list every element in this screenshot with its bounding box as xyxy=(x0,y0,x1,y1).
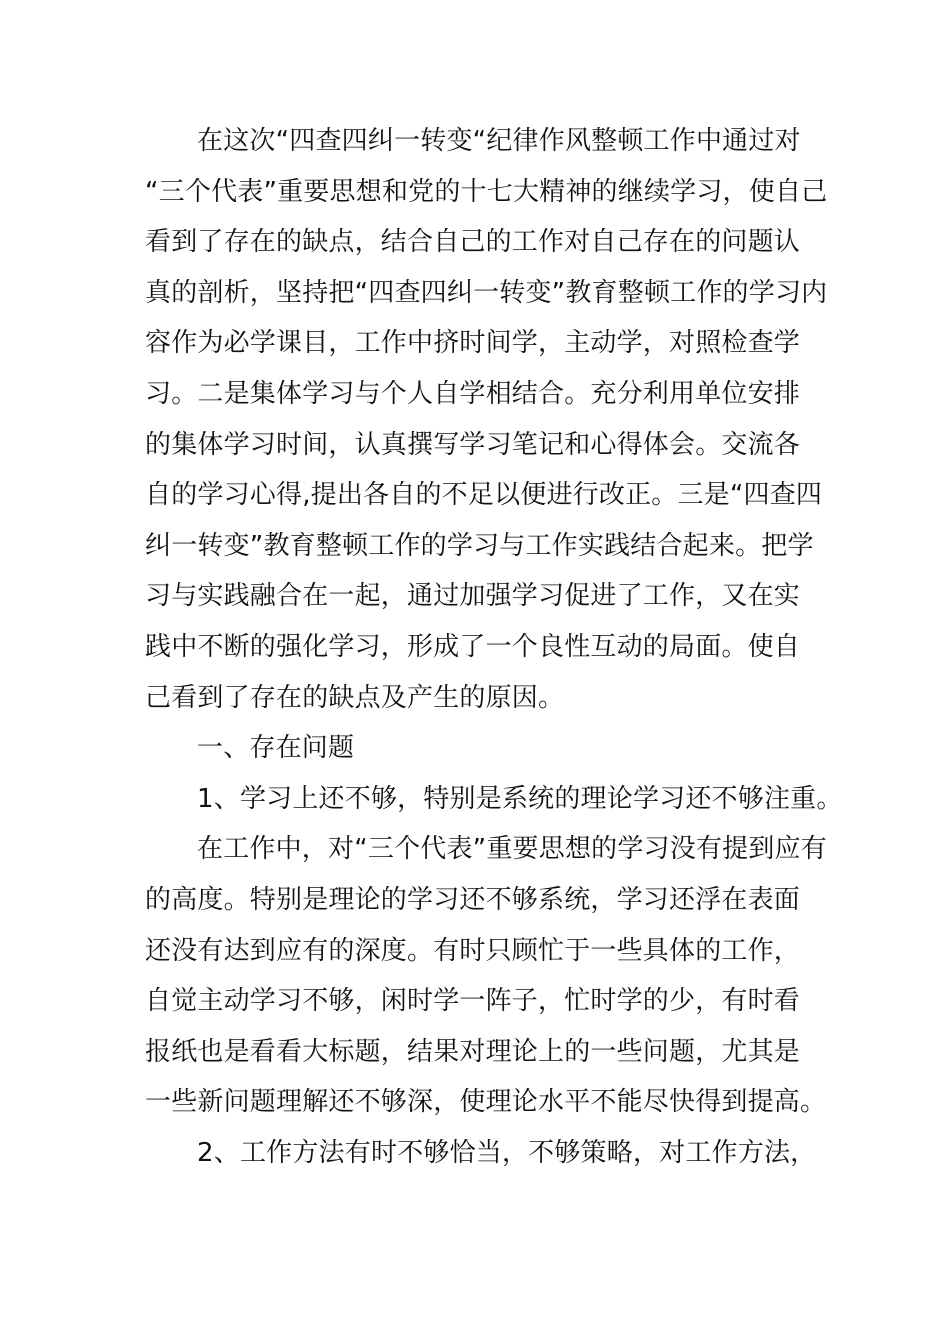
text-line: 1、学习上还不够，特别是系统的理论学习还不够注重。 xyxy=(197,783,843,814)
text-line: 一些新问题理解还不够深，使理论水平不能尽快得到提高。 xyxy=(145,1087,827,1118)
text-line: 还没有达到应有的深度。有时只顾忙于一些具体的工作， xyxy=(145,935,801,966)
text-line: 的集体学习时间，认真撰写学习笔记和心得体会。交流各 xyxy=(145,429,801,460)
section-heading: 一、存在问题 xyxy=(197,733,355,764)
text-line: 真的剖析，坚持把“四查四纠一转变”教育整顿工作的学习内 xyxy=(145,277,828,308)
text-line: 在工作中，对“三个代表”重要思想的学习没有提到应有 xyxy=(197,834,827,865)
text-line: 报纸也是看看大标题，结果对理论上的一些问题，尤其是 xyxy=(145,1036,801,1067)
text-line: 自的学习心得,提出各自的不足以便进行改正。三是“四查四 xyxy=(145,480,823,511)
text-line: 纠一转变”教育整顿工作的学习与工作实践结合起来。把学 xyxy=(145,530,814,561)
text-line: 2、工作方法有时不够恰当，不够策略，对工作方法， xyxy=(197,1137,817,1168)
document-body xyxy=(145,116,843,1178)
text-line: 看到了存在的缺点，结合自己的工作对自己存在的问题认 xyxy=(145,227,801,258)
text-line: 习。二是集体学习与个人自学相结合。充分利用单位安排 xyxy=(145,378,801,409)
text-line: 容作为必学课目，工作中挤时间学，主动学，对照检查学 xyxy=(145,328,801,359)
text-line: 己看到了存在的缺点及产生的原因。 xyxy=(145,682,565,713)
text-line: 在这次“四查四纠一转变“纪律作风整顿工作中通过对 xyxy=(197,126,801,156)
text-line: 自觉主动学习不够，闲时学一阵子，忙时学的少，有时看 xyxy=(145,986,801,1017)
text-line: 的高度。特别是理论的学习还不够系统，学习还浮在表面 xyxy=(145,884,801,915)
text-line: 习与实践融合在一起，通过加强学习促进了工作，又在实 xyxy=(145,581,801,612)
text-line: 践中不断的强化学习，形成了一个良性互动的局面。使自 xyxy=(145,631,801,662)
text-line: “三个代表”重要思想和党的十七大精神的继续学习，使自己 xyxy=(145,176,828,207)
